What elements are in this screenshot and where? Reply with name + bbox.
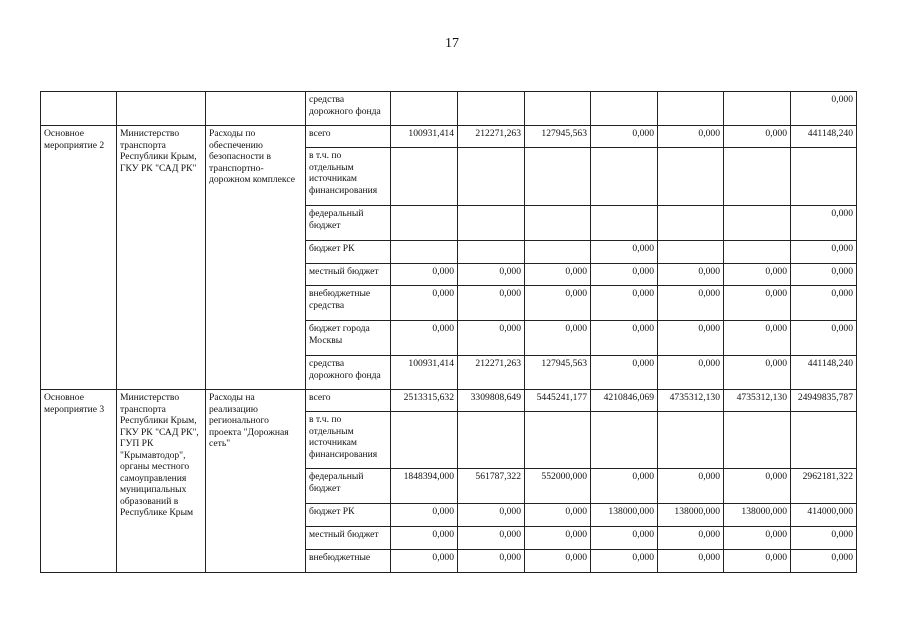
value-cell: 0,000 xyxy=(791,92,857,126)
source-cell: бюджет РК xyxy=(306,241,391,264)
value-cell: 4735312,130 xyxy=(658,390,724,412)
value-cell: 0,000 xyxy=(591,469,658,504)
value-cell: 0,000 xyxy=(791,321,857,356)
value-cell: 2513315,632 xyxy=(391,390,458,412)
value-cell xyxy=(458,412,525,469)
value-cell: 0,000 xyxy=(658,264,724,286)
value-cell xyxy=(391,241,458,264)
value-cell: 0,000 xyxy=(591,241,658,264)
value-cell: 3309808,649 xyxy=(458,390,525,412)
value-cell: 0,000 xyxy=(791,206,857,241)
source-cell: внебюджетные xyxy=(306,550,391,573)
value-cell: 441148,240 xyxy=(791,356,857,390)
measure-cell: Основное мероприятие 3 xyxy=(41,390,117,573)
value-cell xyxy=(391,148,458,206)
value-cell: 414000,000 xyxy=(791,504,857,527)
value-cell xyxy=(525,92,591,126)
value-cell: 0,000 xyxy=(724,527,791,550)
page-number: 17 xyxy=(445,36,459,51)
value-cell xyxy=(658,241,724,264)
value-cell: 0,000 xyxy=(724,356,791,390)
value-cell: 4210846,069 xyxy=(591,390,658,412)
value-cell: 0,000 xyxy=(791,241,857,264)
executor-cell xyxy=(117,92,206,126)
value-cell: 100931,414 xyxy=(391,126,458,148)
value-cell: 0,000 xyxy=(791,286,857,321)
value-cell: 0,000 xyxy=(658,550,724,573)
value-cell xyxy=(525,148,591,206)
value-cell xyxy=(724,148,791,206)
source-cell: внебюджетные средства xyxy=(306,286,391,321)
budget-table xyxy=(40,91,857,573)
value-cell: 0,000 xyxy=(591,356,658,390)
value-cell xyxy=(391,92,458,126)
value-cell: 2962181,322 xyxy=(791,469,857,504)
value-cell xyxy=(458,206,525,241)
source-cell: федеральный бюджет xyxy=(306,469,391,504)
value-cell xyxy=(658,148,724,206)
value-cell: 0,000 xyxy=(525,527,591,550)
measure-cell: Основное мероприятие 2 xyxy=(41,126,117,390)
value-cell xyxy=(658,412,724,469)
value-cell xyxy=(591,412,658,469)
value-cell: 441148,240 xyxy=(791,126,857,148)
value-cell: 1848394,000 xyxy=(391,469,458,504)
value-cell xyxy=(391,206,458,241)
source-cell: в т.ч. по отдельным источникам финансирования xyxy=(306,148,391,206)
value-cell: 0,000 xyxy=(458,286,525,321)
value-cell xyxy=(724,92,791,126)
source-cell: местный бюджет xyxy=(306,264,391,286)
value-cell: 0,000 xyxy=(525,264,591,286)
value-cell xyxy=(791,412,857,469)
value-cell: 0,000 xyxy=(724,126,791,148)
value-cell: 0,000 xyxy=(525,286,591,321)
value-cell: 0,000 xyxy=(391,321,458,356)
value-cell: 24949835,787 xyxy=(791,390,857,412)
value-cell xyxy=(591,92,658,126)
value-cell: 0,000 xyxy=(391,286,458,321)
value-cell: 127945,563 xyxy=(525,126,591,148)
table-body xyxy=(41,92,857,573)
value-cell: 0,000 xyxy=(724,321,791,356)
expense-cell: Расходы по обеспечению безопасности в транспортно-дорожном комплексе xyxy=(206,126,306,390)
value-cell: 5445241,177 xyxy=(525,390,591,412)
executor-cell: Министерство транспорта Республики Крым, ГКУ РК "САД РК" xyxy=(117,126,206,390)
source-cell: федеральный бюджет xyxy=(306,206,391,241)
value-cell: 100931,414 xyxy=(391,356,458,390)
value-cell: 0,000 xyxy=(658,321,724,356)
value-cell: 552000,000 xyxy=(525,469,591,504)
value-cell: 0,000 xyxy=(724,264,791,286)
source-cell: средства дорожного фонда xyxy=(306,92,391,126)
executor-cell: Министерство транспорта Республики Крым, ГКУ РК "САД РК", ГУП РК "Крымавтодор", органы местного самоуправления муниципальных образований в Республике Крым xyxy=(117,390,206,573)
value-cell: 0,000 xyxy=(658,356,724,390)
value-cell: 0,000 xyxy=(658,286,724,321)
value-cell: 0,000 xyxy=(591,321,658,356)
value-cell xyxy=(458,148,525,206)
value-cell xyxy=(791,148,857,206)
value-cell xyxy=(591,148,658,206)
value-cell xyxy=(458,92,525,126)
value-cell: 0,000 xyxy=(591,550,658,573)
value-cell xyxy=(591,206,658,241)
measure-cell xyxy=(41,92,117,126)
value-cell: 0,000 xyxy=(391,527,458,550)
value-cell: 0,000 xyxy=(724,469,791,504)
value-cell xyxy=(391,412,458,469)
table-row xyxy=(41,92,857,126)
value-cell: 0,000 xyxy=(391,264,458,286)
value-cell: 0,000 xyxy=(724,286,791,321)
value-cell xyxy=(525,206,591,241)
value-cell: 0,000 xyxy=(658,527,724,550)
value-cell: 0,000 xyxy=(791,527,857,550)
value-cell xyxy=(458,241,525,264)
value-cell: 0,000 xyxy=(391,550,458,573)
value-cell xyxy=(525,241,591,264)
expense-cell: Расходы на реализацию регионального проекта "Дорожная сеть" xyxy=(206,390,306,573)
value-cell: 0,000 xyxy=(591,527,658,550)
value-cell: 0,000 xyxy=(724,550,791,573)
value-cell: 138000,000 xyxy=(591,504,658,527)
table-row xyxy=(41,126,857,148)
value-cell: 4735312,130 xyxy=(724,390,791,412)
value-cell: 0,000 xyxy=(791,264,857,286)
value-cell: 0,000 xyxy=(458,550,525,573)
value-cell: 0,000 xyxy=(458,264,525,286)
source-cell: бюджет РК xyxy=(306,504,391,527)
value-cell: 0,000 xyxy=(591,264,658,286)
value-cell xyxy=(724,412,791,469)
source-cell: в т.ч. по отдельным источникам финансирования xyxy=(306,412,391,469)
value-cell: 138000,000 xyxy=(724,504,791,527)
value-cell: 0,000 xyxy=(458,504,525,527)
value-cell: 212271,263 xyxy=(458,356,525,390)
value-cell: 0,000 xyxy=(525,321,591,356)
value-cell: 0,000 xyxy=(658,126,724,148)
value-cell xyxy=(658,206,724,241)
value-cell: 212271,263 xyxy=(458,126,525,148)
value-cell xyxy=(724,241,791,264)
value-cell: 0,000 xyxy=(525,504,591,527)
source-cell: всего xyxy=(306,126,391,148)
value-cell: 0,000 xyxy=(458,321,525,356)
source-cell: бюджет города Москвы xyxy=(306,321,391,356)
value-cell: 561787,322 xyxy=(458,469,525,504)
value-cell: 0,000 xyxy=(658,469,724,504)
value-cell: 0,000 xyxy=(591,126,658,148)
value-cell: 127945,563 xyxy=(525,356,591,390)
source-cell: всего xyxy=(306,390,391,412)
value-cell: 0,000 xyxy=(591,286,658,321)
value-cell xyxy=(724,206,791,241)
table-row xyxy=(41,390,857,412)
value-cell xyxy=(658,92,724,126)
value-cell: 0,000 xyxy=(525,550,591,573)
value-cell xyxy=(525,412,591,469)
source-cell: средства дорожного фонда xyxy=(306,356,391,390)
value-cell: 138000,000 xyxy=(658,504,724,527)
source-cell: местный бюджет xyxy=(306,527,391,550)
value-cell: 0,000 xyxy=(791,550,857,573)
value-cell: 0,000 xyxy=(458,527,525,550)
expense-cell xyxy=(206,92,306,126)
value-cell: 0,000 xyxy=(391,504,458,527)
